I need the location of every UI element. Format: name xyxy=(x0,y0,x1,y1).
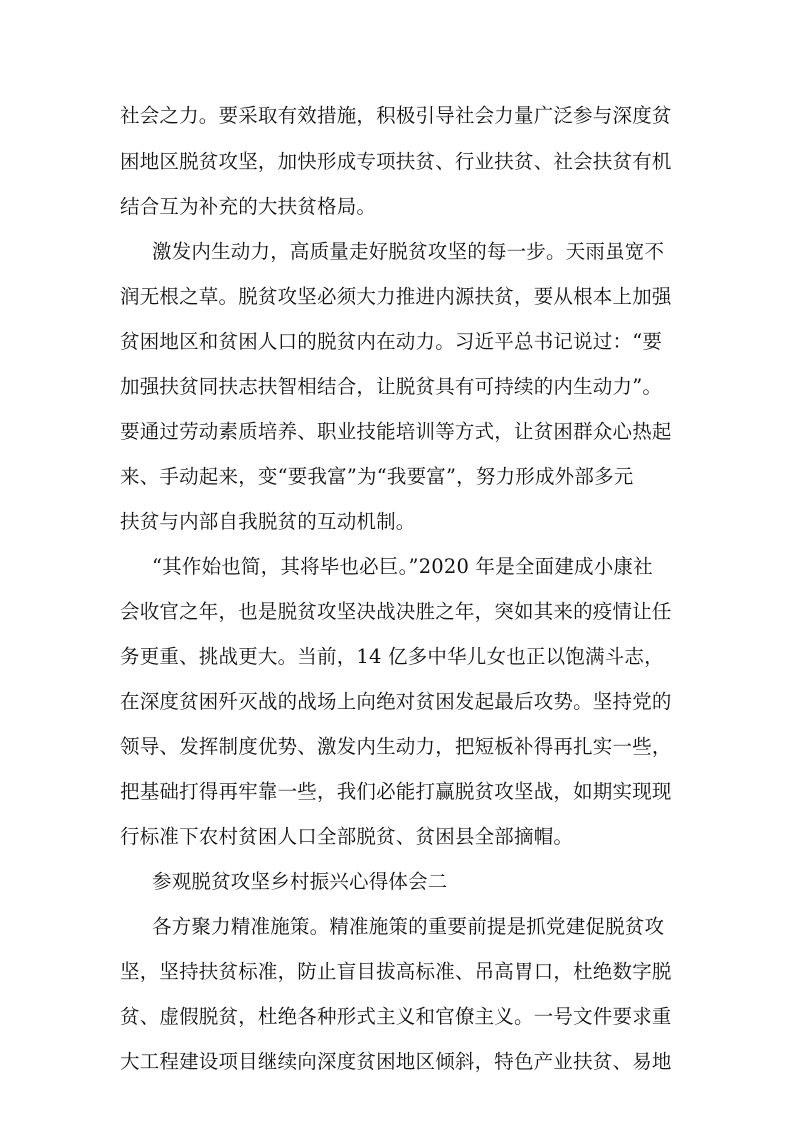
text-line: 来、手动起来，变“要我富”为“我要富”，努力形成外部多元 xyxy=(120,465,634,488)
text-line: 要通过劳动素质培养、职业技能培训等方式，让贫困群众心热起 xyxy=(120,420,672,443)
text-line: 行标准下农村贫困人口全部脱贫、贫困县全部摘帽。 xyxy=(120,825,574,848)
text-line: 大工程建设项目继续向深度贫困地区倾斜，特色产业扶贫、易地 xyxy=(120,1050,672,1073)
text-line: 在深度贫困歼灭战的战场上向绝对贫困发起最后攻势。坚持党的 xyxy=(120,690,672,713)
text-line: 润无根之草。脱贫攻坚必须大力推进内源扶贫，要从根本上加强 xyxy=(120,285,672,308)
section-heading: 参观脱贫攻坚乡村振兴心得体会二 xyxy=(152,870,448,893)
text-line: 贫困地区和贫困人口的脱贫内在动力。习近平总书记说过：“要 xyxy=(120,330,663,353)
text-line: 困地区脱贫攻坚，加快形成专项扶贫、行业扶贫、社会扶贫有机 xyxy=(120,150,672,173)
text-line: 把基础打得再牢靠一些，我们必能打赢脱贫攻坚战，如期实现现 xyxy=(120,780,672,803)
text-line: 各方聚力精准施策。精准施策的重要前提是抓党建促脱贫攻 xyxy=(152,915,665,938)
text-line: “其作始也简，其将毕也必巨。”2020 年是全面建成小康社 xyxy=(152,555,653,578)
text-line: 扶贫与内部自我脱贫的互动机制。 xyxy=(120,510,416,533)
text-line: 会收官之年，也是脱贫攻坚决战决胜之年，突如其来的疫情让任 xyxy=(120,600,672,623)
text-line: 结合互为补充的大扶贫格局。 xyxy=(120,195,377,218)
text-line: 加强扶贫同扶志扶智相结合，让脱贫具有可持续的内生动力”。 xyxy=(120,375,663,398)
text-line: 社会之力。要采取有效措施，积极引导社会力量广泛参与深度贫 xyxy=(120,104,672,127)
text-line: 务更重、挑战更大。当前，14 亿多中华儿女也正以饱满斗志， xyxy=(120,645,664,668)
text-line: 激发内生动力，高质量走好脱贫攻坚的每一步。天雨虽宽不 xyxy=(152,240,665,263)
text-line: 贫、虚假脱贫，杜绝各种形式主义和官僚主义。一号文件要求重 xyxy=(120,1005,672,1028)
text-line: 坚，坚持扶贫标准，防止盲目拔高标准、吊高胃口，杜绝数字脱 xyxy=(120,960,672,983)
text-line: 领导、发挥制度优势、激发内生动力，把短板补得再扎实一些， xyxy=(120,735,672,758)
